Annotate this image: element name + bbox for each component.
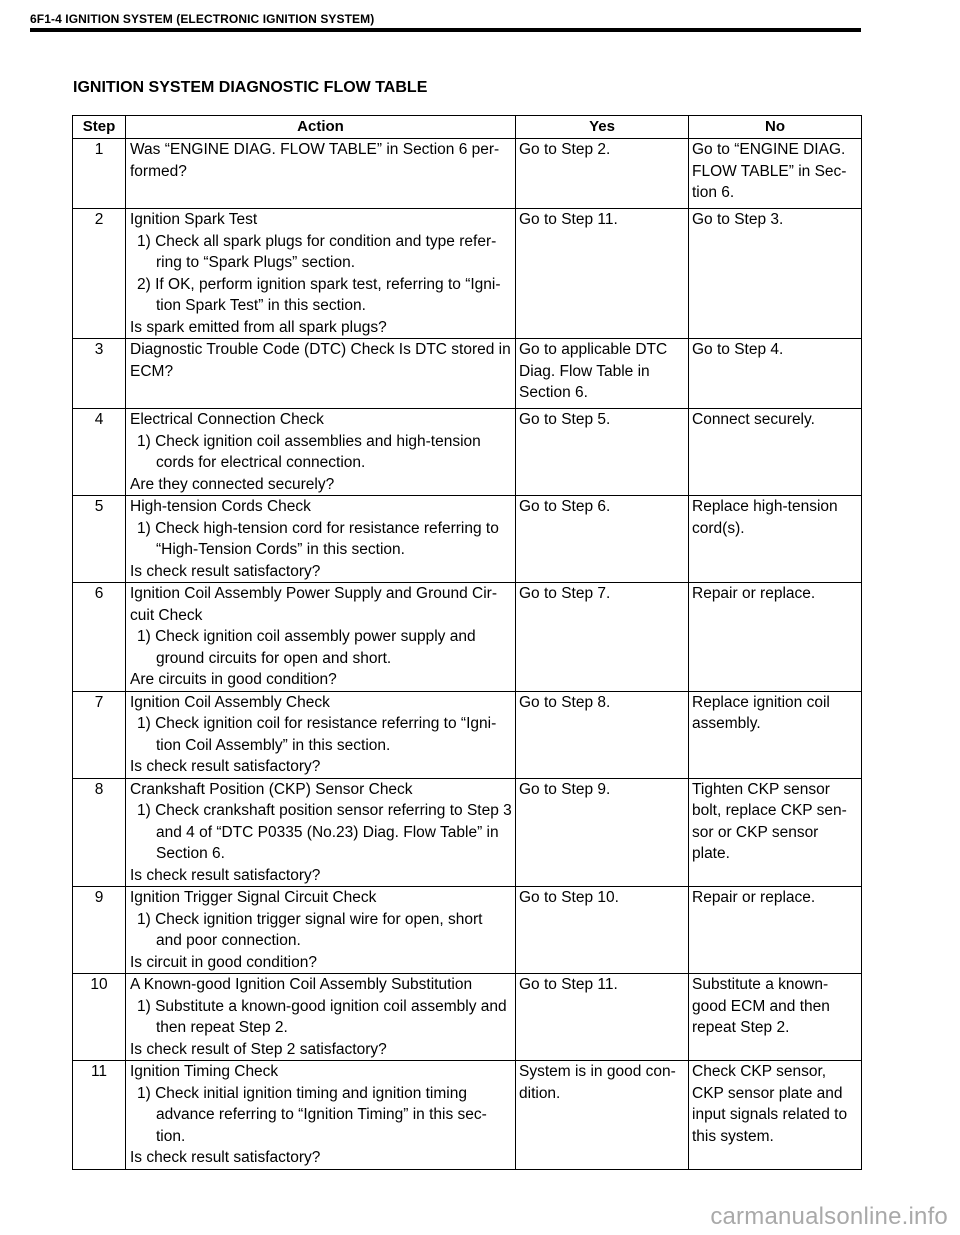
no-cell: Repair or replace. [689, 583, 862, 692]
action-title: Was “ENGINE DIAG. FLOW TABLE” in Section 6 per-formed? [130, 141, 500, 180]
column-header-yes: Yes [516, 116, 689, 139]
yes-cell: Go to Step 11. [516, 974, 689, 1061]
table-row [73, 496, 862, 583]
action-title: High-tension Cords Check [130, 498, 311, 515]
table-row [73, 691, 862, 778]
action-substep: 1) Check ignition coil assemblies and high-tension cords for electrical connection. [137, 432, 481, 471]
action-title: Ignition Timing Check [130, 1063, 279, 1080]
no-cell: Replace high-tension cord(s). [689, 496, 862, 583]
table-row [73, 139, 862, 209]
action-substep: 1) Check ignition trigger signal wire for open, short and poor connection. [137, 910, 483, 949]
action-cell [126, 209, 516, 339]
table-row [73, 887, 862, 974]
no-cell: Repair or replace. [689, 887, 862, 974]
column-header-no: No [689, 116, 862, 139]
step-number: 10 [73, 974, 126, 1061]
table-row [73, 339, 862, 409]
action-cell [126, 778, 516, 887]
action-question: Is check result satisfactory? [130, 562, 321, 580]
action-cell [126, 691, 516, 778]
action-cell [126, 974, 516, 1061]
action-cell [126, 1061, 516, 1170]
action-question: Are they connected securely? [130, 475, 335, 493]
yes-cell: Go to Step 5. [516, 409, 689, 496]
action-question: Is check result satisfactory? [130, 1149, 321, 1166]
no-cell: Substitute a known-good ECM and then repeat Step 2. [689, 974, 862, 1061]
action-title: Diagnostic Trouble Code (DTC) Check Is DTC stored in ECM? [130, 341, 511, 380]
yes-cell: Go to Step 9. [516, 778, 689, 887]
step-number: 11 [73, 1061, 126, 1170]
action-substep: 1) Check ignition coil for resistance referring to “Igni-tion Coil Assembly” in this section. [137, 715, 497, 754]
table-row [73, 209, 862, 339]
action-cell [126, 409, 516, 496]
yes-cell: Go to Step 8. [516, 691, 689, 778]
action-substep: 1) Substitute a known-good ignition coil assembly and then repeat Step 2. [137, 997, 507, 1036]
no-cell: Replace ignition coil assembly. [689, 691, 862, 778]
header-rule [30, 28, 861, 32]
action-cell [126, 583, 516, 692]
step-number: 5 [73, 496, 126, 583]
no-cell: Go to Step 3. [689, 209, 862, 339]
action-substep: 1) Check initial ignition timing and ignition timing advance referring to “Ignition Timing” in this sec-tion. [137, 1084, 487, 1145]
action-substep: 1) Check crankshaft position sensor referring to Step 3 and 4 of “DTC P0335 (No.23) Diag. Flow Table” in Section 6. [137, 802, 512, 862]
step-number: 7 [73, 691, 126, 778]
step-number: 6 [73, 583, 126, 692]
table-row [73, 974, 862, 1061]
yes-cell: Go to Step 11. [516, 209, 689, 339]
action-substep: 2) If OK, perform ignition spark test, referring to “Igni-tion Spark Test” in this section. [137, 275, 501, 314]
action-title: Ignition Spark Test [130, 211, 258, 228]
no-cell: Tighten CKP sensor bolt, replace CKP sen-sor or CKP sensor plate. [689, 778, 862, 887]
table-header-row [73, 116, 862, 139]
action-substep: 1) Check all spark plugs for condition and type refer-ring to “Spark Plugs” section. [137, 232, 497, 271]
yes-cell: Go to Step 6. [516, 496, 689, 583]
column-header-action: Action [126, 116, 516, 139]
action-title: Crankshaft Position (CKP) Sensor Check [130, 780, 413, 798]
action-cell [126, 496, 516, 583]
action-question: Is circuit in good condition? [130, 953, 317, 971]
action-title: Ignition Coil Assembly Power Supply and Ground Cir-cuit Check [130, 585, 498, 624]
action-substep: 1) Check ignition coil assembly power supply and ground circuits for open and short. [137, 628, 476, 667]
action-title: A Known-good Ignition Coil Assembly Substitution [130, 976, 473, 993]
yes-cell: Go to Step 10. [516, 887, 689, 974]
no-cell: Connect securely. [689, 409, 862, 496]
no-cell: Go to “ENGINE DIAG. FLOW TABLE” in Sec-tion 6. [689, 139, 862, 209]
yes-cell: Go to Step 7. [516, 583, 689, 692]
action-question: Is check result satisfactory? [130, 758, 321, 775]
action-question: Is spark emitted from all spark plugs? [130, 318, 387, 336]
step-number: 9 [73, 887, 126, 974]
table-row [73, 583, 862, 692]
section-title: IGNITION SYSTEM DIAGNOSTIC FLOW TABLE [73, 79, 428, 96]
step-number: 1 [73, 139, 126, 209]
yes-cell: System is in good con-dition. [516, 1061, 689, 1170]
step-number: 4 [73, 409, 126, 496]
table-row [73, 409, 862, 496]
action-title: Ignition Coil Assembly Check [130, 693, 330, 711]
diagnostic-flow-table [72, 115, 862, 1170]
action-title: Electrical Connection Check [130, 411, 324, 428]
yes-cell: Go to Step 2. [516, 139, 689, 209]
action-title: Ignition Trigger Signal Circuit Check [130, 889, 377, 906]
action-substep: 1) Check high-tension cord for resistance referring to “High-Tension Cords” in this section. [137, 519, 499, 558]
action-cell [126, 887, 516, 974]
action-cell [126, 139, 516, 209]
action-question: Are circuits in good condition? [130, 671, 337, 688]
running-header: 6F1-4 IGNITION SYSTEM (ELECTRONIC IGNITION SYSTEM) [30, 12, 375, 26]
column-header-step: Step [73, 116, 126, 139]
action-question: Is check result of Step 2 satisfactory? [130, 1040, 387, 1058]
table-row [73, 778, 862, 887]
no-cell: Go to Step 4. [689, 339, 862, 409]
action-question: Is check result satisfactory? [130, 866, 321, 884]
action-cell [126, 339, 516, 409]
step-number: 8 [73, 778, 126, 887]
watermark: carmanualsonline.info [710, 1203, 948, 1230]
yes-cell: Go to applicable DTC Diag. Flow Table in Section 6. [516, 339, 689, 409]
no-cell: Check CKP sensor, CKP sensor plate and input signals related to this system. [689, 1061, 862, 1170]
step-number: 2 [73, 209, 126, 339]
step-number: 3 [73, 339, 126, 409]
table-row [73, 1061, 862, 1170]
